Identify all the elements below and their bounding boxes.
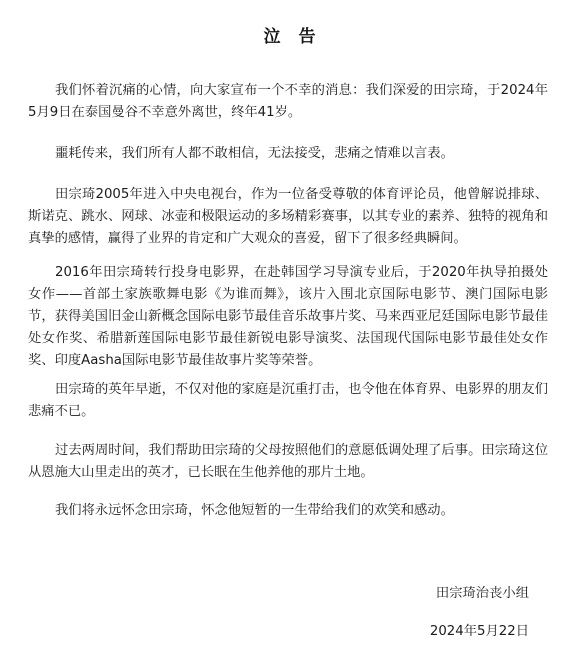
signature-date: 2024年5月22日 <box>429 624 529 639</box>
notice-title: 泣告 <box>263 27 334 47</box>
paragraph-remembrance: 我们将永远怀念田宗琦，怀念他短暂的一生带给我们的欢笑和感动。 <box>55 503 454 518</box>
paragraph-funeral: 过去两周时间，我们帮助田宗琦的父母按照他们的意愿低调处理了后事。田宗琦这位从恩施大山里走出的英才，已长眠在生他养他的那片土地。 <box>28 443 548 480</box>
paragraph-announcement: 我们怀着沉痛的心情，向大家宣布一个不幸的消息：我们深爱的田宗琦，于2024年5月9日在泰国曼谷不幸意外离世，终年41岁。 <box>28 83 548 120</box>
paragraph-grief: 噩耗传来，我们所有人都不敢相信，无法接受，悲痛之情难以言表。 <box>55 146 454 161</box>
signature-organization: 田宗琦治丧小组 <box>435 586 529 601</box>
paragraph-career-film: 2016年田宗琦转行投身电影界，在赴韩国学习导演专业后，于2020年执导拍摄处女作——首部土家族歌舞电影《为谁而舞》，该片入围北京国际电影节、澳门国际电影节，获得美国旧金山新概念国际电影节最佳音乐故事片奖、马来西亚尼廷国际电影节最佳处女作奖、希腊新莲国际电影节最佳新锐电影导演奖、法国现代国际电影节最佳处女作奖、印度Aasha国际电影节最佳故事片奖等荣誉。 <box>28 265 548 368</box>
paragraph-loss: 田宗琦的英年早逝，不仅对他的家庭是沉重打击，也令他在体育界、电影界的朋友们悲痛不已。 <box>28 382 548 419</box>
paragraph-career-cctv: 田宗琦2005年进入中央电视台，作为一位备受尊敬的体育评论员，他曾解说排球、斯诺克、跳水、网球、冰壶和极限运动的多场精彩赛事，以其专业的素养、独特的视角和真挚的感情，赢得了业界的肯定和广大观众的喜爱，留下了很多经典瞬间。 <box>28 187 548 246</box>
